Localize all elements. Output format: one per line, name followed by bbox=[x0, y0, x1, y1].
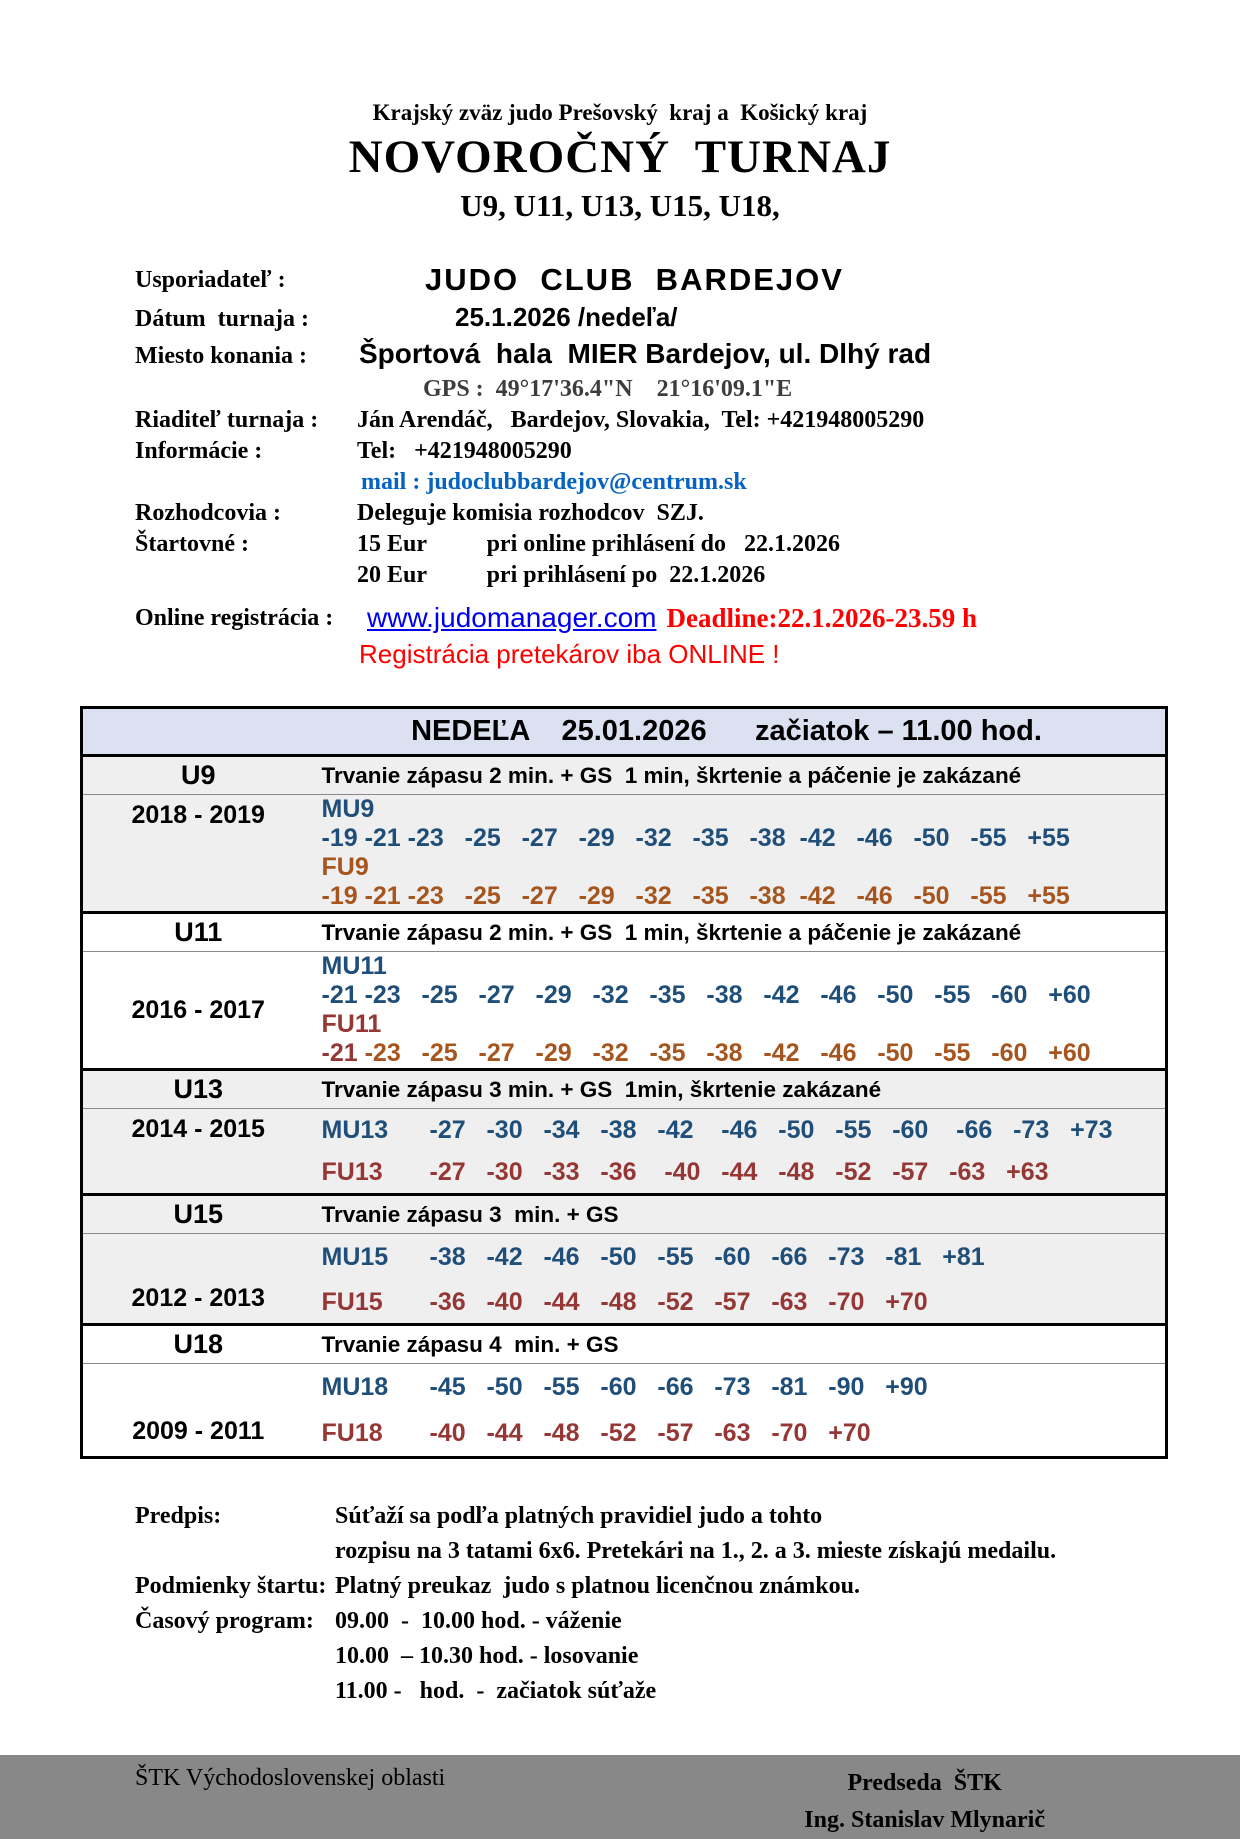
info-block bbox=[135, 258, 1240, 670]
weight-list-fu18: -40 -44 -48 -52 -57 -63 -70 +70 bbox=[429, 1418, 871, 1447]
weight-list-fu13: -27 -30 -33 -36 -40 -44 -48 -52 -57 -63 +63 bbox=[429, 1157, 1049, 1186]
venue-value: Športová hala MIER Bardejov, ul. Dlhý rad bbox=[359, 338, 932, 369]
code-mu18: MU18 bbox=[321, 1372, 389, 1401]
rules-label: Predpis: bbox=[135, 1503, 222, 1529]
conditions-row bbox=[135, 1573, 1240, 1608]
category-label-u13: U13 bbox=[82, 1070, 314, 1109]
weight-categories-table bbox=[80, 706, 1168, 1459]
table-header-row bbox=[82, 708, 1167, 756]
registration-link[interactable]: www.judomanager.com bbox=[367, 602, 657, 633]
weight-list-fu11: -23 -25 -27 -29 -32 -35 -38 -42 -46 -50 -55 -60 +60 bbox=[357, 1039, 1091, 1067]
email-link[interactable]: mail : judoclubbardejov@centrum.sk bbox=[361, 469, 747, 495]
weight-first-fu11: -21 bbox=[321, 1039, 358, 1067]
weights-mu18 bbox=[314, 1364, 1167, 1411]
contact-phone: Tel: +421948005290 bbox=[357, 438, 572, 464]
registration-row bbox=[135, 597, 1240, 639]
program-row-3 bbox=[135, 1678, 1240, 1713]
code-mu9: MU9 bbox=[321, 795, 375, 823]
row-mu9 bbox=[82, 795, 1167, 854]
section-u13 bbox=[82, 1070, 1167, 1109]
section-u15 bbox=[82, 1195, 1167, 1234]
program-row-1 bbox=[135, 1608, 1240, 1643]
years-u15: 2012 - 2013 bbox=[82, 1234, 314, 1325]
referees-row bbox=[135, 500, 1240, 531]
weights-mu15 bbox=[314, 1234, 1167, 1282]
weight-list-fu9: -19 -21 -23 -25 -27 -29 -32 -35 -38 -42 -46 -50 -55 +55 bbox=[321, 882, 1070, 910]
duration-note-u9: Trvanie zápasu 2 min. + GS 1 min, škrtenie a páčenie je zakázané bbox=[314, 756, 1167, 795]
code-fu18: FU18 bbox=[321, 1418, 383, 1447]
gps-coordinates: GPS : 49°17'36.4"N 21°16'09.1"E bbox=[423, 376, 793, 402]
fee-late-value: 20 Eur pri prihlásení po 22.1.2026 bbox=[357, 562, 766, 588]
contact-row bbox=[135, 438, 1240, 469]
duration-note-u11: Trvanie zápasu 2 min. + GS 1 min, škrtenie a páčenie je zakázané bbox=[314, 913, 1167, 952]
online-note-row bbox=[135, 639, 1240, 670]
weight-list-mu9: -19 -21 -23 -25 -27 -29 -32 -35 -38 -42 -46 -50 -55 +55 bbox=[321, 824, 1070, 852]
rules-row-2 bbox=[135, 1538, 1240, 1573]
weights-fu11 bbox=[314, 1010, 1167, 1070]
weight-list-mu15: -38 -42 -46 -50 -55 -60 -66 -73 -81 +81 bbox=[429, 1243, 985, 1271]
weight-list-mu11: -21 -23 -25 -27 -29 -32 -35 -38 -42 -46 -50 -55 -60 +60 bbox=[321, 981, 1091, 1009]
weight-list-mu13: -27 -30 -34 -38 -42 -46 -50 -55 -60 -66 -73 +73 bbox=[429, 1115, 1113, 1144]
code-fu15: FU15 bbox=[321, 1287, 383, 1316]
registration-label: Online registrácia : bbox=[135, 604, 334, 631]
fee-label: Štartovné : bbox=[135, 531, 249, 557]
code-fu9: FU9 bbox=[321, 853, 369, 881]
category-label-u9: U9 bbox=[82, 756, 314, 795]
event-day-header: NEDEĽA 25.01.2026 začiatok – 11.00 hod. bbox=[82, 708, 1167, 756]
category-label-u15: U15 bbox=[82, 1195, 314, 1234]
weights-fu13 bbox=[314, 1151, 1167, 1195]
row-mu11 bbox=[82, 952, 1167, 1011]
code-mu13: MU13 bbox=[321, 1115, 389, 1144]
email-row bbox=[135, 469, 1240, 500]
weights-mu9 bbox=[314, 795, 1167, 854]
tournament-title: NOVOROČNÝ TURNAJ bbox=[348, 131, 892, 183]
venue-label: Miesto konania : bbox=[135, 343, 308, 369]
rules-schedule-block bbox=[135, 1503, 1240, 1713]
organizer-value: JUDO CLUB BARDEJOV bbox=[425, 262, 844, 297]
program-row-2 bbox=[135, 1643, 1240, 1678]
director-value: Ján Arendáč, Bardejov, Slovakia, Tel: +421948005290 bbox=[357, 407, 925, 433]
code-fu11: FU11 bbox=[321, 1010, 382, 1038]
weights-fu15 bbox=[314, 1281, 1167, 1325]
program-line-2: 10.00 – 10.30 hod. - losovanie bbox=[335, 1643, 639, 1669]
row-mu13 bbox=[82, 1109, 1167, 1152]
years-u9: 2018 - 2019 bbox=[82, 795, 314, 913]
weight-list-mu18: -45 -50 -55 -60 -66 -73 -81 -90 +90 bbox=[429, 1372, 928, 1401]
years-u11: 2016 - 2017 bbox=[82, 952, 314, 1070]
row-mu15 bbox=[82, 1234, 1167, 1282]
fee-online-row bbox=[135, 531, 1240, 562]
program-line-3: 11.00 - hod. - začiatok súťaže bbox=[335, 1678, 657, 1704]
director-label: Riaditeľ turnaja : bbox=[135, 407, 319, 433]
code-mu11: MU11 bbox=[321, 952, 387, 980]
organizer-row bbox=[135, 258, 1240, 302]
code-mu15: MU15 bbox=[321, 1243, 389, 1271]
weights-fu9 bbox=[314, 853, 1167, 913]
weights-mu13 bbox=[314, 1109, 1167, 1152]
chairman-title: Predseda ŠTK bbox=[847, 1770, 1002, 1796]
committee-name: ŠTK Východoslovenskej oblasti bbox=[135, 1765, 446, 1791]
signature-block bbox=[135, 1765, 1105, 1839]
program-line-1: 09.00 - 10.00 hod. - váženie bbox=[335, 1608, 622, 1634]
fee-late-row bbox=[135, 562, 1240, 593]
online-only-notice: Registrácia pretekárov iba ONLINE ! bbox=[359, 639, 780, 669]
director-row bbox=[135, 407, 1240, 438]
years-u13: 2014 - 2015 bbox=[82, 1109, 314, 1195]
date-label: Dátum turnaja : bbox=[135, 306, 309, 332]
referees-label: Rozhodcovia : bbox=[135, 500, 281, 526]
age-categories: U9, U11, U13, U15, U18, bbox=[460, 188, 780, 223]
conditions-value: Platný preukaz judo s platnou licenčnou známkou. bbox=[335, 1573, 860, 1599]
category-label-u11: U11 bbox=[82, 913, 314, 952]
venue-row bbox=[135, 338, 1240, 376]
program-label: Časový program: bbox=[135, 1608, 314, 1634]
category-label-u18: U18 bbox=[82, 1325, 314, 1364]
date-row bbox=[135, 302, 1240, 338]
weights-fu18 bbox=[314, 1410, 1167, 1458]
rules-line-2: rozpisu na 3 tatami 6x6. Pretekári na 1., 2. a 3. mieste získajú medailu. bbox=[335, 1538, 1057, 1564]
rules-row-1 bbox=[135, 1503, 1240, 1538]
document-header bbox=[0, 0, 1240, 224]
duration-note-u15: Trvanie zápasu 3 min. + GS bbox=[314, 1195, 1167, 1234]
contact-label: Informácie : bbox=[135, 438, 263, 464]
code-fu13: FU13 bbox=[321, 1157, 383, 1186]
fee-online-value: 15 Eur pri online prihlásení do 22.1.2026 bbox=[357, 531, 840, 557]
registration-deadline: Deadline:22.1.2026-23.59 h bbox=[666, 602, 977, 633]
section-u18 bbox=[82, 1325, 1167, 1364]
organizing-body: Krajský zväz judo Prešovský kraj a Košický kraj bbox=[372, 100, 868, 125]
gps-row bbox=[135, 376, 1240, 407]
conditions-label: Podmienky štartu: bbox=[135, 1573, 327, 1599]
chairman-block bbox=[804, 1765, 1045, 1839]
section-u9 bbox=[82, 756, 1167, 795]
weights-mu11 bbox=[314, 952, 1167, 1011]
weight-list-fu15: -36 -40 -44 -48 -52 -57 -63 -70 +70 bbox=[429, 1287, 928, 1316]
years-u18: 2009 - 2011 bbox=[82, 1364, 314, 1458]
chairman-name: Ing. Stanislav Mlynarič bbox=[804, 1807, 1045, 1833]
section-u11 bbox=[82, 913, 1167, 952]
rules-line-1: Súťaží sa podľa platných pravidiel judo a tohto bbox=[335, 1503, 823, 1529]
organizer-label: Usporiadateľ : bbox=[135, 266, 286, 293]
row-mu18 bbox=[82, 1364, 1167, 1411]
date-value: 25.1.2026 /nedeľa/ bbox=[455, 302, 678, 332]
duration-note-u18: Trvanie zápasu 4 min. + GS bbox=[314, 1325, 1167, 1364]
duration-note-u13: Trvanie zápasu 3 min. + GS 1min, škrtenie zakázané bbox=[314, 1070, 1167, 1109]
referees-value: Deleguje komisia rozhodcov SZJ. bbox=[357, 500, 704, 526]
